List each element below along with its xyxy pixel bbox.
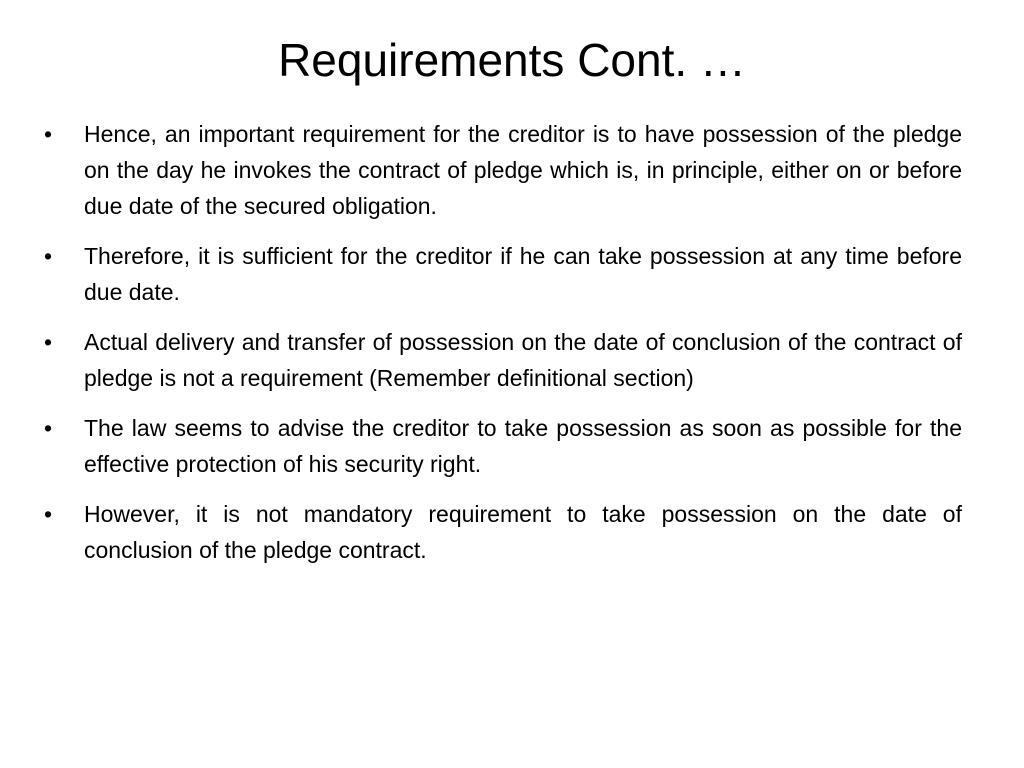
bullet-dot-icon: • — [44, 501, 53, 527]
bullet-list — [40, 116, 962, 582]
bullet-item — [40, 116, 962, 224]
bullet-text: The law seems to advise the creditor to take possession as soon as possible for the effective protection of his security right. — [84, 415, 962, 477]
bullet-item — [40, 496, 962, 568]
bullet-item — [40, 238, 962, 310]
bullet-text: Therefore, it is sufficient for the creditor if he can take possession at any time before due date. — [84, 243, 962, 305]
bullet-text: However, it is not mandatory requirement to take possession on the date of conclusion of the pledge contract. — [84, 501, 962, 563]
bullet-text: Actual delivery and transfer of possession on the date of conclusion of the contract of pledge is not a requirement (Remember definitional section) — [84, 329, 962, 391]
bullet-item — [40, 410, 962, 482]
bullet-dot-icon: • — [44, 329, 53, 355]
bullet-item — [40, 324, 962, 396]
bullet-dot-icon: • — [44, 415, 53, 441]
bullet-dot-icon: • — [44, 121, 53, 147]
slide-title: Requirements Cont. … — [278, 34, 746, 86]
bullet-dot-icon: • — [44, 243, 53, 269]
bullet-text: Hence, an important requirement for the creditor is to have possession of the pledge on the day he invokes the contract of pledge which is, in principle, either on or before due date of the secured obligation. — [84, 121, 962, 219]
